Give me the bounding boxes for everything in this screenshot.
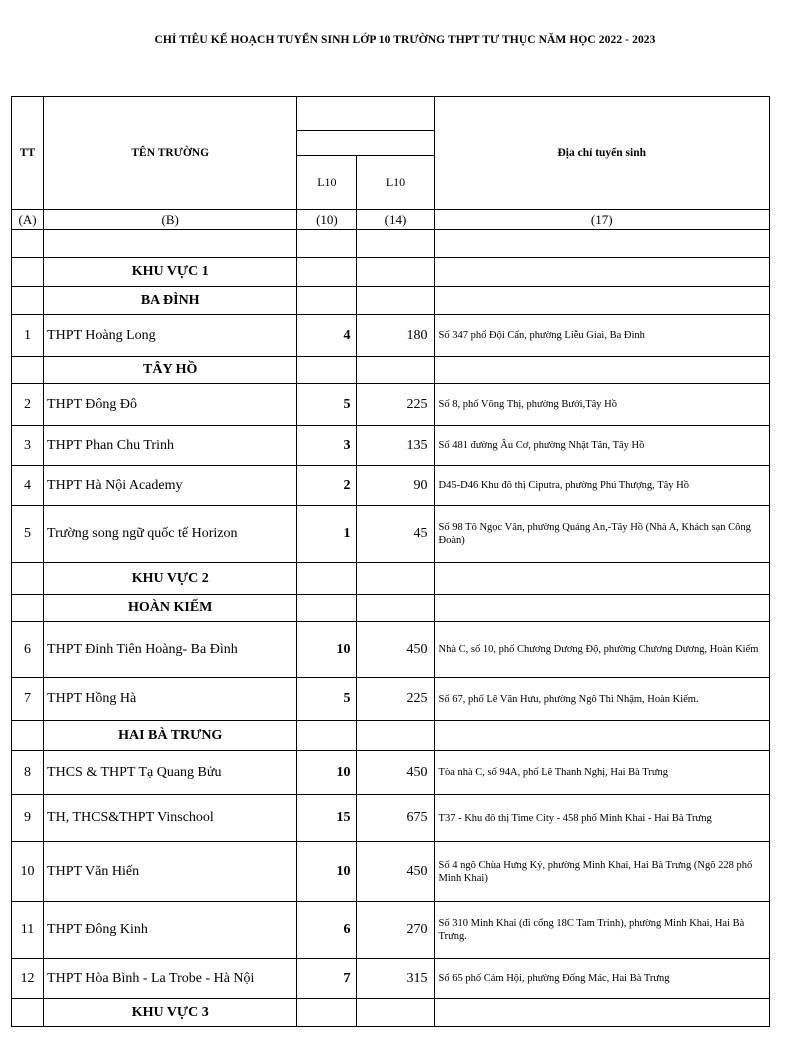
row-col-a: 4 — [297, 315, 357, 357]
table-row — [12, 506, 770, 563]
row-col-a: 10 — [297, 751, 357, 795]
row-tt: 4 — [12, 466, 44, 506]
header-col-b: L10 — [357, 156, 434, 210]
section-row — [12, 721, 770, 751]
row-col-a: 5 — [297, 678, 357, 721]
row-col-b: 180 — [357, 315, 434, 357]
row-tt: 11 — [12, 902, 44, 959]
row-address: Tòa nhà C, số 94A, phố Lê Thanh Nghị, Hai Bà Trưng — [434, 751, 769, 795]
row-address: Số 4 ngõ Chùa Hưng Ký, phường Minh Khai, Hai Bà Trưng (Ngõ 228 phố Minh Khai) — [434, 842, 769, 902]
section-row — [12, 563, 770, 595]
row-name: THPT Hồng Hà — [44, 678, 297, 721]
row-name: THPT Phan Chu Trinh — [44, 426, 297, 466]
row-col-a: 3 — [297, 426, 357, 466]
row-address: T37 - Khu đô thị Time City - 458 phố Minh Khai - Hai Bà Trưng — [434, 795, 769, 842]
header-tt: TT — [12, 97, 44, 210]
row-address: Số 65 phố Cảm Hội, phường Đống Mác, Hai Bà Trưng — [434, 959, 769, 999]
row-name: THPT Đinh Tiên Hoàng- Ba Đình — [44, 622, 297, 678]
table-row — [12, 751, 770, 795]
section-row — [12, 287, 770, 315]
row-tt: 10 — [12, 842, 44, 902]
row-tt: 3 — [12, 426, 44, 466]
row-col-a: 15 — [297, 795, 357, 842]
table-row — [12, 466, 770, 506]
row-tt: 1 — [12, 315, 44, 357]
table-row — [12, 678, 770, 721]
row-col-a: 6 — [297, 902, 357, 959]
empty-row — [12, 230, 770, 258]
row-address: Số 67, phố Lê Văn Hưu, phường Ngô Thì Nhậm, Hoàn Kiếm. — [434, 678, 769, 721]
row-tt: 5 — [12, 506, 44, 563]
row-col-b: 450 — [357, 622, 434, 678]
row-name: THPT Đông Đô — [44, 384, 297, 426]
section-haibatrung: HAI BÀ TRƯNG — [44, 721, 297, 751]
row-address: D45-D46 Khu đô thị Ciputra, phường Phú Thượng, Tây Hồ — [434, 466, 769, 506]
row-col-a: 10 — [297, 622, 357, 678]
row-col-b: 450 — [357, 751, 434, 795]
row-address: Nhà C, số 10, phố Chương Dương Độ, phường Chương Dương, Hoàn Kiếm — [434, 622, 769, 678]
row-col-b: 90 — [357, 466, 434, 506]
label-col-b: (14) — [357, 210, 434, 230]
header-address: Địa chỉ tuyển sinh — [434, 97, 769, 210]
table-row — [12, 902, 770, 959]
admission-table — [11, 96, 770, 1027]
row-tt: 12 — [12, 959, 44, 999]
table-row — [12, 384, 770, 426]
section-row — [12, 999, 770, 1027]
row-address: Số 98 Tô Ngọc Vân, phường Quảng An,-Tây Hồ (Nhà A, Khách sạn Công Đoàn) — [434, 506, 769, 563]
section-kv1: KHU VỰC 1 — [44, 258, 297, 287]
section-badinh: BA ĐÌNH — [44, 287, 297, 315]
row-col-a: 2 — [297, 466, 357, 506]
row-tt: 9 — [12, 795, 44, 842]
row-name: THPT Văn Hiến — [44, 842, 297, 902]
row-name: THPT Hà Nội Academy — [44, 466, 297, 506]
row-col-b: 450 — [357, 842, 434, 902]
table-row — [12, 795, 770, 842]
table-row — [12, 622, 770, 678]
row-col-b: 45 — [357, 506, 434, 563]
row-name: TH, THCS&THPT Vinschool — [44, 795, 297, 842]
row-name: THCS & THPT Tạ Quang Bửu — [44, 751, 297, 795]
row-col-a: 5 — [297, 384, 357, 426]
section-tayho: TÂY HỒ — [44, 357, 297, 384]
header-name: TÊN TRƯỜNG — [44, 97, 297, 210]
label-tt: (A) — [12, 210, 44, 230]
row-name: Trường song ngữ quốc tế Horizon — [44, 506, 297, 563]
row-col-b: 315 — [357, 959, 434, 999]
row-tt: 8 — [12, 751, 44, 795]
table-row — [12, 426, 770, 466]
section-row — [12, 258, 770, 287]
row-address: Số 481 đường Âu Cơ, phường Nhật Tân, Tây Hồ — [434, 426, 769, 466]
row-name: THPT Đông Kinh — [44, 902, 297, 959]
label-address: (17) — [434, 210, 769, 230]
row-col-b: 225 — [357, 678, 434, 721]
row-col-b: 135 — [357, 426, 434, 466]
row-col-a: 10 — [297, 842, 357, 902]
row-col-b: 675 — [357, 795, 434, 842]
row-address: Số 347 phố Đội Cấn, phường Liễu Giai, Ba Đình — [434, 315, 769, 357]
header-blank-mid — [297, 131, 434, 156]
row-tt: 2 — [12, 384, 44, 426]
row-col-b: 270 — [357, 902, 434, 959]
header-col-a: L10 — [297, 156, 357, 210]
row-name: THPT Hòa Bình - La Trobe - Hà Nội — [44, 959, 297, 999]
table-row — [12, 315, 770, 357]
label-name: (B) — [44, 210, 297, 230]
section-hoankiem: HOÀN KIẾM — [44, 595, 297, 622]
row-address: Số 310 Minh Khai (đi cổng 18C Tam Trinh), phường Minh Khai, Hai Bà Trưng. — [434, 902, 769, 959]
row-address: Số 8, phố Võng Thị, phường Bưởi,Tây Hồ — [434, 384, 769, 426]
label-col-a: (10) — [297, 210, 357, 230]
table-row — [12, 959, 770, 999]
section-row — [12, 357, 770, 384]
section-row — [12, 595, 770, 622]
section-kv3: KHU VỰC 3 — [44, 999, 297, 1027]
row-tt: 6 — [12, 622, 44, 678]
row-col-b: 225 — [357, 384, 434, 426]
page-title: CHỈ TIÊU KẾ HOẠCH TUYỂN SINH LỚP 10 TRƯỜNG THPT TƯ THỤC NĂM HỌC 2022 - 2023 — [154, 34, 656, 46]
header-blank-top — [297, 97, 434, 131]
section-kv2: KHU VỰC 2 — [44, 563, 297, 595]
row-col-a: 1 — [297, 506, 357, 563]
row-tt: 7 — [12, 678, 44, 721]
row-name: THPT Hoàng Long — [44, 315, 297, 357]
table-row — [12, 842, 770, 902]
row-col-a: 7 — [297, 959, 357, 999]
